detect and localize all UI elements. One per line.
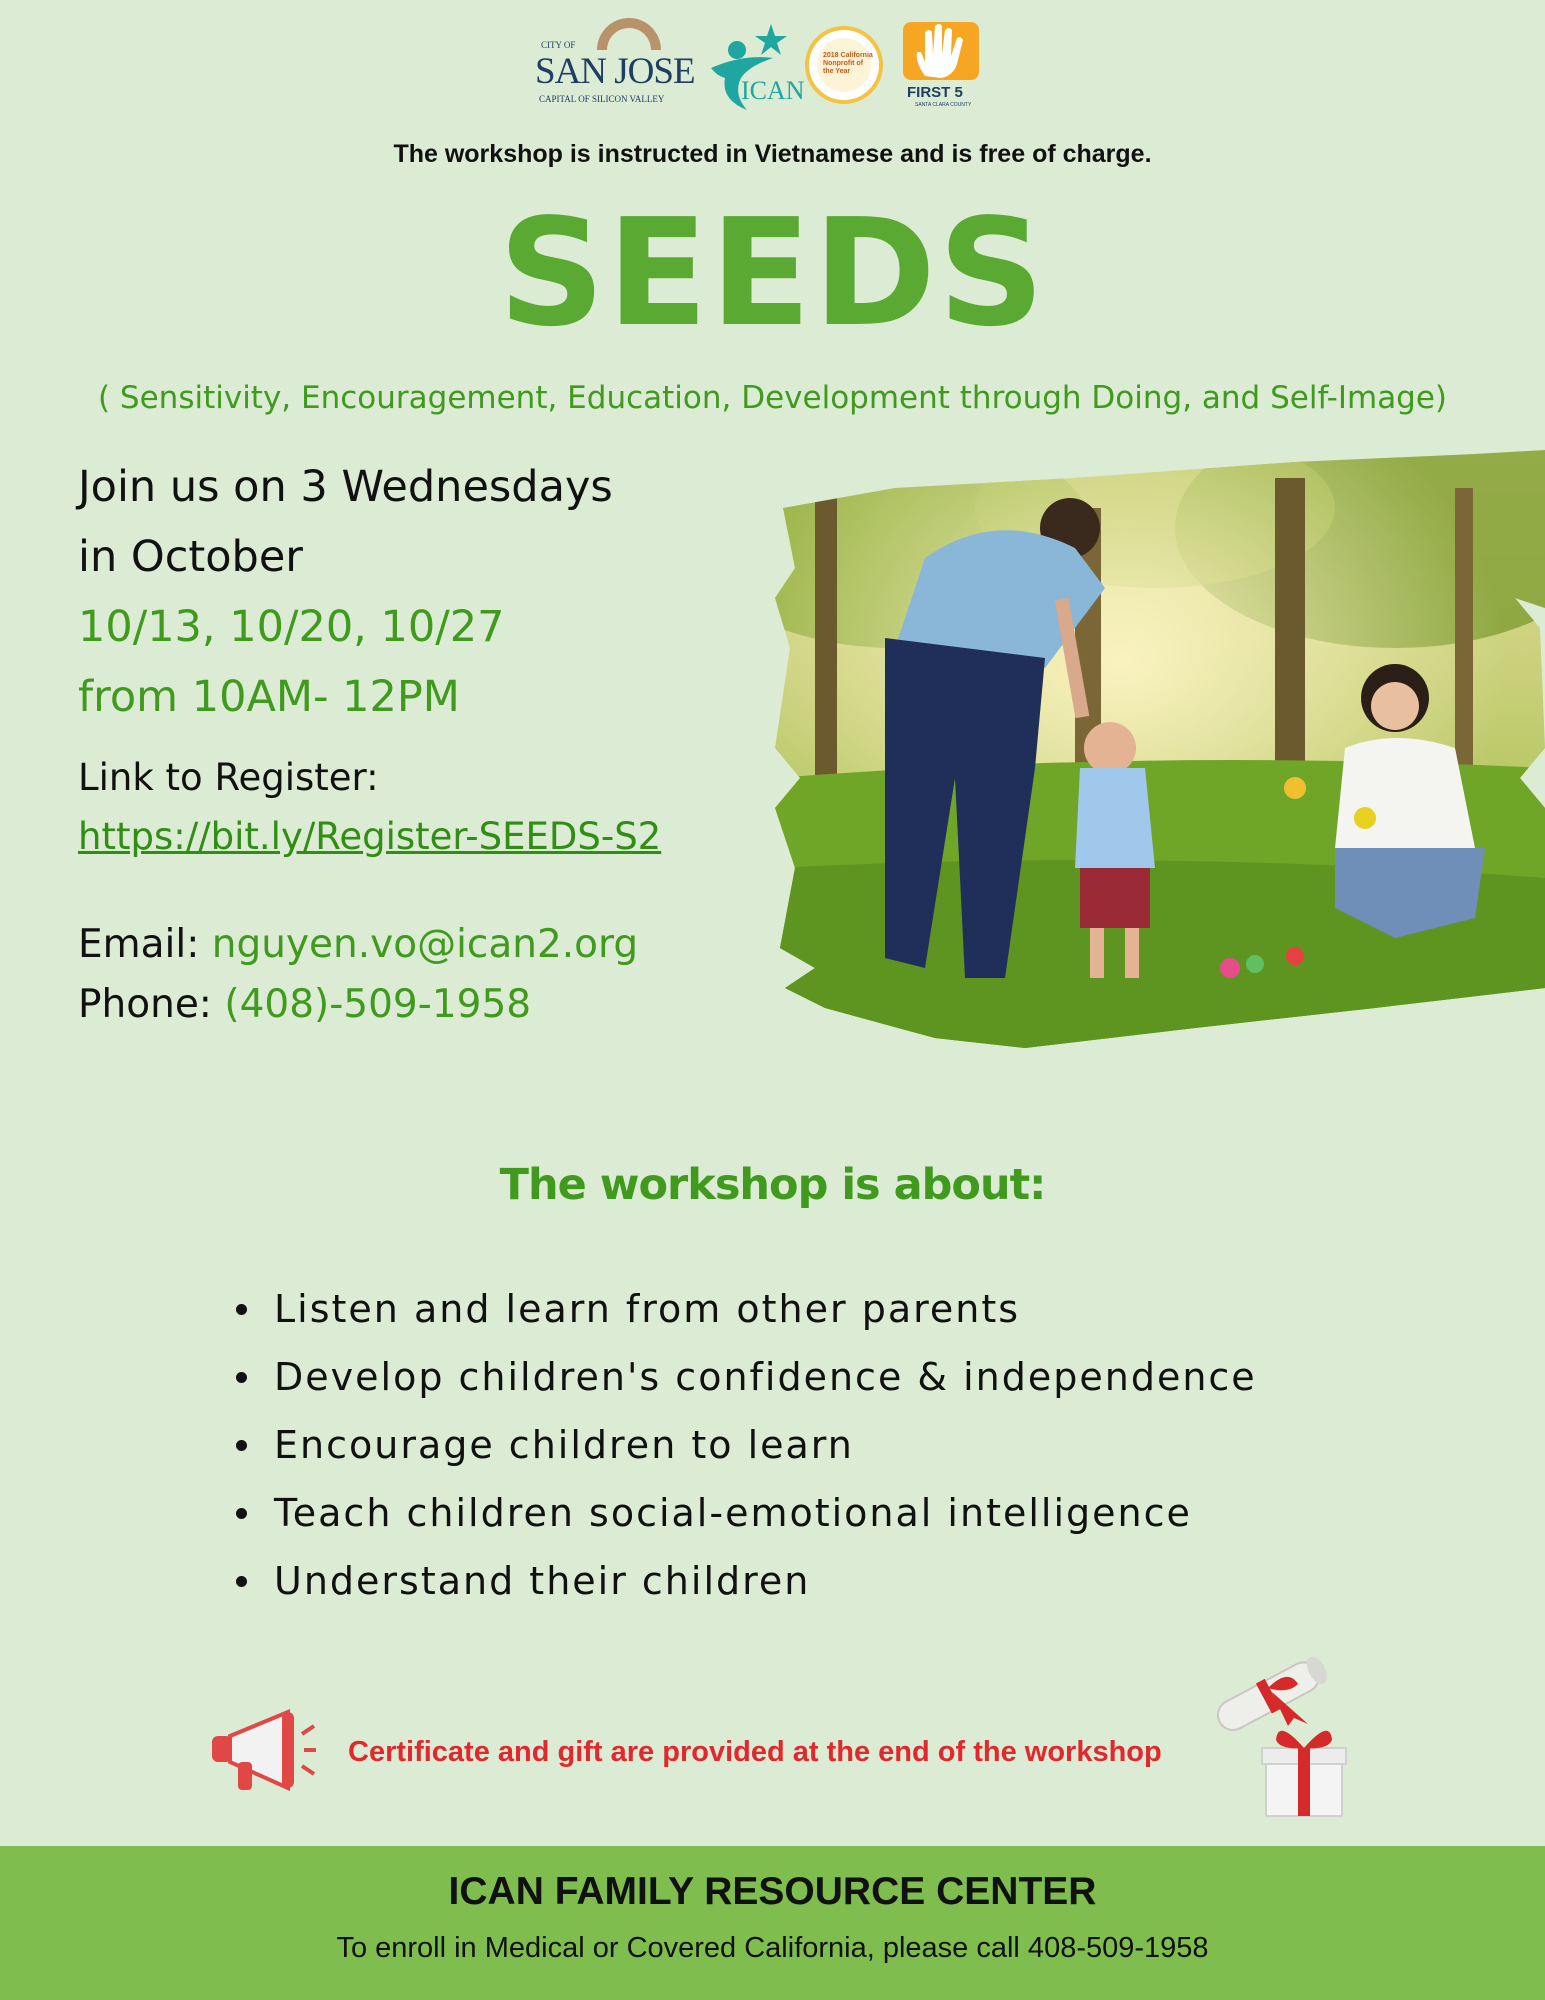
workshop-dates: 10/13, 10/20, 10/27 <box>78 602 505 652</box>
family-photo <box>775 448 1545 1058</box>
nonprofit-award-logo <box>805 26 883 104</box>
ican-logo <box>703 20 803 114</box>
hand-icon <box>897 18 985 84</box>
list-item: Encourage children to learn <box>232 1418 1257 1486</box>
join-line-2: in October <box>78 532 303 582</box>
list-item: Develop children's confidence & independence <box>232 1350 1257 1418</box>
sun-icon <box>597 18 661 50</box>
san-jose-city-of: CITY OF <box>541 40 576 50</box>
phone-line <box>78 982 531 1027</box>
email-line <box>78 922 638 967</box>
acronym-subtitle: ( Sensitivity, Encouragement, Education, Development through Doing, and Self-Image) <box>97 380 1448 416</box>
join-line-1: Join us on 3 Wednesdays <box>78 462 613 512</box>
page-title: SEEDS <box>498 187 1047 359</box>
megaphone-icon <box>208 1706 318 1796</box>
about-list <box>232 1282 1257 1622</box>
email-label: Email: <box>78 922 212 967</box>
register-link[interactable]: https://bit.ly/Register-SEEDS-S2 <box>78 815 662 858</box>
workshop-time: from 10AM- 12PM <box>78 672 460 722</box>
footer-title: ICAN FAMILY RESOURCE CENTER <box>448 1870 1097 1913</box>
footer-subtitle: To enroll in Medical or Covered California, please call 408-509-1958 <box>336 1932 1209 1964</box>
ican-name: ICAN <box>741 76 805 105</box>
about-heading: The workshop is about: <box>499 1160 1046 1210</box>
register-label: Link to Register: <box>78 756 379 799</box>
gift-icon <box>1258 1718 1350 1820</box>
first5-logo <box>897 18 985 114</box>
san-jose-logo <box>535 14 695 114</box>
list-item: Teach children social-emotional intelligence <box>232 1486 1257 1554</box>
list-item: Listen and learn from other parents <box>232 1282 1257 1350</box>
partner-logos <box>535 14 995 114</box>
san-jose-name: SAN JOSE <box>535 51 695 92</box>
first5-name: FIRST 5 <box>907 84 963 101</box>
san-jose-tagline: CAPITAL OF SILICON VALLEY <box>539 94 665 104</box>
phone-value[interactable]: (408)-509-1958 <box>224 982 532 1027</box>
first5-sub: SANTA CLARA COUNTY <box>915 102 972 108</box>
language-note: The workshop is instructed in Vietnamese and is free of charge. <box>393 140 1152 168</box>
email-value[interactable]: nguyen.vo@ican2.org <box>211 922 639 967</box>
certificate-note: Certificate and gift are provided at the end of the workshop <box>348 1736 1162 1768</box>
award-text: 2018 California Nonprofit of the Year <box>823 52 873 75</box>
phone-label: Phone: <box>78 982 225 1027</box>
list-item: Understand their children <box>232 1554 1257 1622</box>
